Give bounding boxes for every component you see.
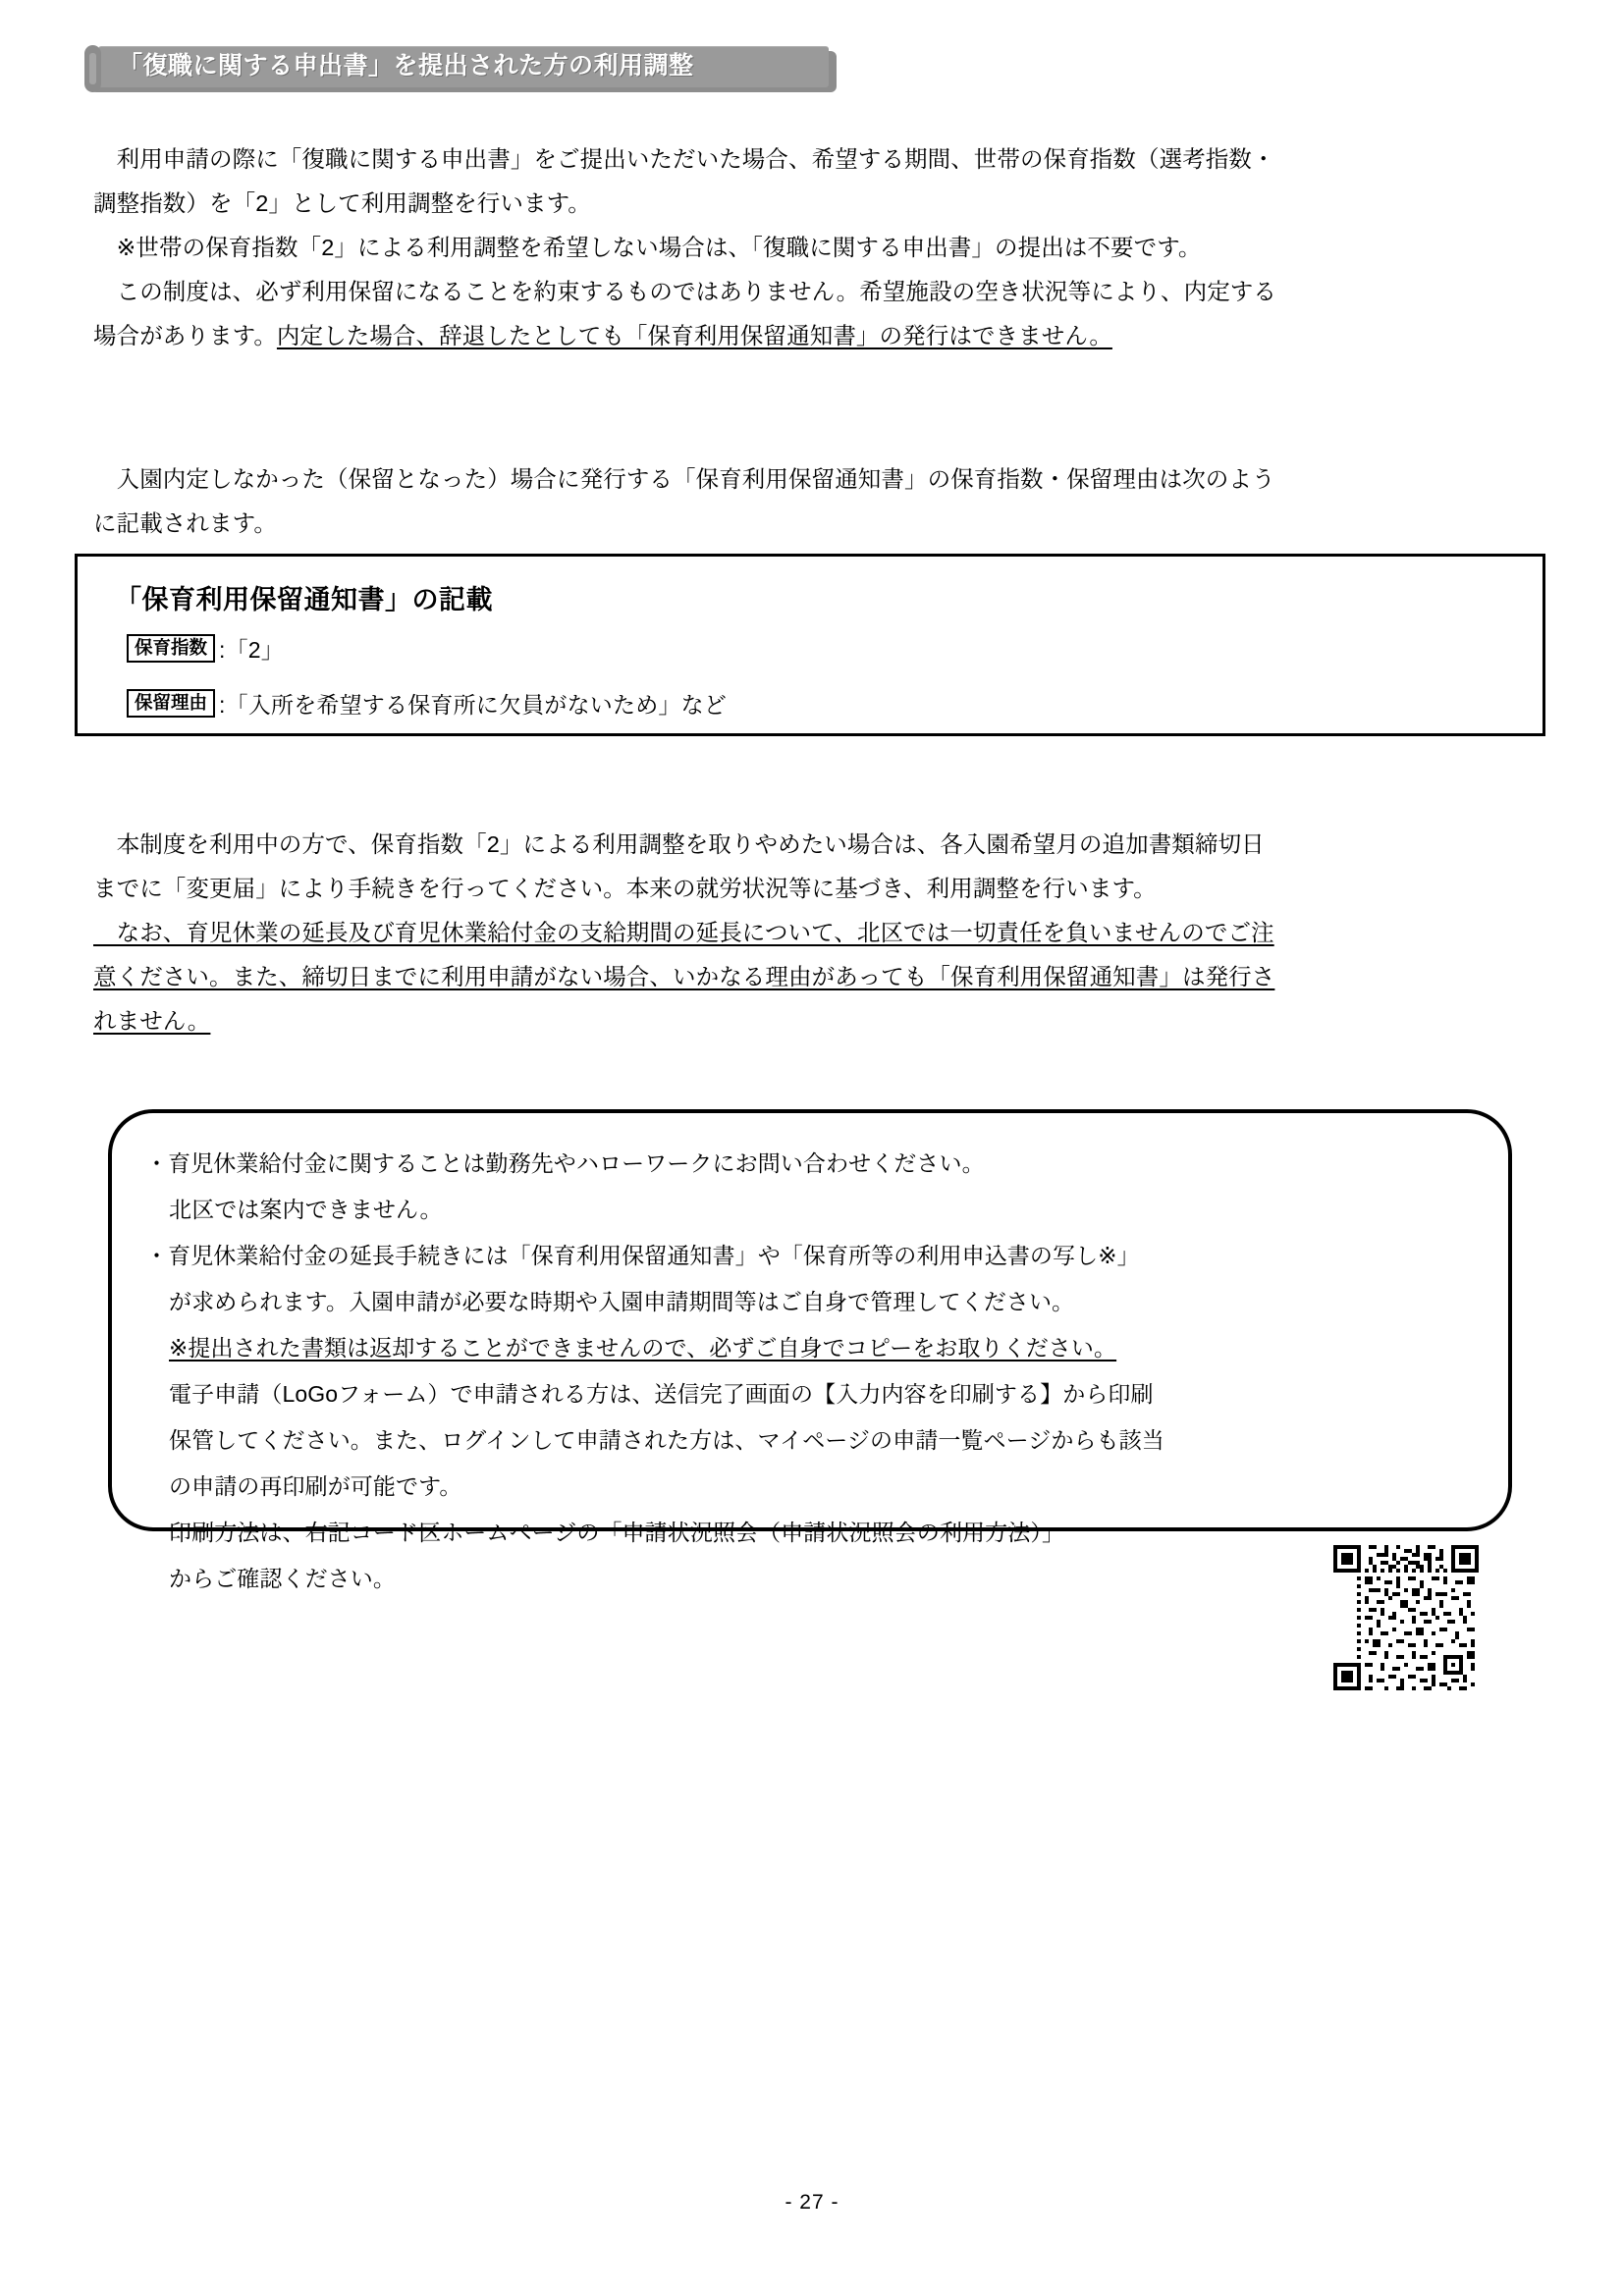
second-line-1: 入園内定しなかった（保留となった）場合に発行する「保育利用保留通知書」の保育指数・保留理由は次のよう bbox=[93, 466, 1275, 492]
callout-bullet2-line2: が求められます。入園申請が必要な時期や入園申請期間等はご自身で管理してください。 bbox=[169, 1289, 1075, 1314]
callout-bullet1-line2: 北区では案内できません。 bbox=[169, 1197, 443, 1222]
page-number: - 27 - bbox=[785, 2191, 839, 2214]
third-line-3: なお、育児休業の延長及び育児休業給付金の支給期間の延長について、北区では一切責任を負いませんのでご注 bbox=[93, 920, 1274, 945]
page-title: 「復職に関する申出書」を提出された方の利用調整 bbox=[118, 52, 694, 80]
third-line-1: 本制度を利用中の方で、保育指数「2」による利用調整を取りやめたい場合は、各入園希望月の追加書類締切日 bbox=[93, 831, 1265, 857]
intro-line-3: ※世帯の保育指数「2」による利用調整を希望しない場合は、「復職に関する申出書」の提出は不要です。 bbox=[93, 235, 1202, 260]
info-callout-content bbox=[145, 1141, 1485, 1602]
callout-bullet2-line7: 印刷方法は、右記コード区ホームページの「申請状況照会（申請状況照会の利用方法）」 bbox=[169, 1520, 1065, 1545]
intro-line-5-underlined: 内定した場合、辞退したとしても「保育利用保留通知書」の発行はできません。 bbox=[276, 323, 1112, 348]
notice-value-horyu-riyu: :「入所を希望する保育所に欠員がないため」など bbox=[219, 692, 728, 718]
callout-bullet2-line8: からご確認ください。 bbox=[169, 1566, 396, 1591]
intro-line-2: 調整指数）を「2」として利用調整を行います。 bbox=[93, 190, 591, 216]
notice-box-title: 「保育利用保留通知書」の記載 bbox=[115, 585, 493, 614]
qr-code-icon bbox=[1333, 1545, 1479, 1690]
banner-left-cap-icon bbox=[84, 45, 101, 92]
intro-paragraph bbox=[93, 137, 1537, 358]
intro-line-4: この制度は、必ず利用保留になることを約束するものではありません。希望施設の空き状況等により、内定する bbox=[93, 279, 1277, 304]
intro-line-1: 利用申請の際に「復職に関する申出書」をご提出いただいた場合、希望する期間、世帯の保育指数（選考指数・ bbox=[93, 146, 1275, 172]
qr-code-svg bbox=[1333, 1545, 1479, 1690]
notice-box bbox=[75, 554, 1545, 736]
section-banner bbox=[84, 45, 837, 92]
third-line-2: までに「変更届」により手続きを行ってください。本来の就労状況等に基づき、利用調整を行います。 bbox=[93, 876, 1157, 901]
notice-row-horyu-riyu bbox=[127, 687, 727, 720]
callout-bullet2-line6: の申請の再印刷が可能です。 bbox=[169, 1473, 462, 1499]
notice-tag-hoiku-shisu: 保育指数 bbox=[127, 634, 215, 663]
callout-bullet2-line4: 電子申請（LoGoフォーム）で申請される方は、送信完了画面の【入力内容を印刷する】から印刷 bbox=[169, 1381, 1154, 1407]
callout-bullet2-line5: 保管してください。また、ログインして申請された方は、マイページの申請一覧ページからも該当 bbox=[169, 1427, 1164, 1453]
notice-tag-horyu-riyu: 保留理由 bbox=[127, 689, 215, 718]
info-callout-box bbox=[108, 1109, 1512, 1591]
callout-bullet2-line1: ・育児休業給付金の延長手続きには「保育利用保留通知書」や「保育所等の利用申込書の写し※」 bbox=[145, 1243, 1140, 1268]
intro-line-5 bbox=[93, 314, 1537, 358]
third-line-5: れません。 bbox=[93, 1008, 211, 1034]
banner-cap-highlight bbox=[89, 53, 96, 84]
third-paragraph bbox=[93, 823, 1537, 1043]
second-line-2: に記載されます。 bbox=[93, 510, 277, 536]
callout-bullet2-line3: ※提出された書類は返却することができませんので、必ずご自身でコピーをお取りください。 bbox=[169, 1335, 1117, 1361]
second-paragraph bbox=[93, 457, 1537, 546]
notice-row-hoiku-shisu bbox=[127, 632, 284, 665]
notice-value-hoiku-shisu: :「2」 bbox=[219, 637, 284, 663]
callout-bullet1-line1: ・育児休業給付金に関することは勤務先やハローワークにお問い合わせください。 bbox=[145, 1150, 985, 1176]
third-line-4: 意ください。また、締切日までに利用申請がない場合、いかなる理由があっても「保育利用保留通知書」は発行さ bbox=[93, 964, 1275, 989]
intro-line-5-plain: 場合があります。 bbox=[93, 323, 277, 348]
